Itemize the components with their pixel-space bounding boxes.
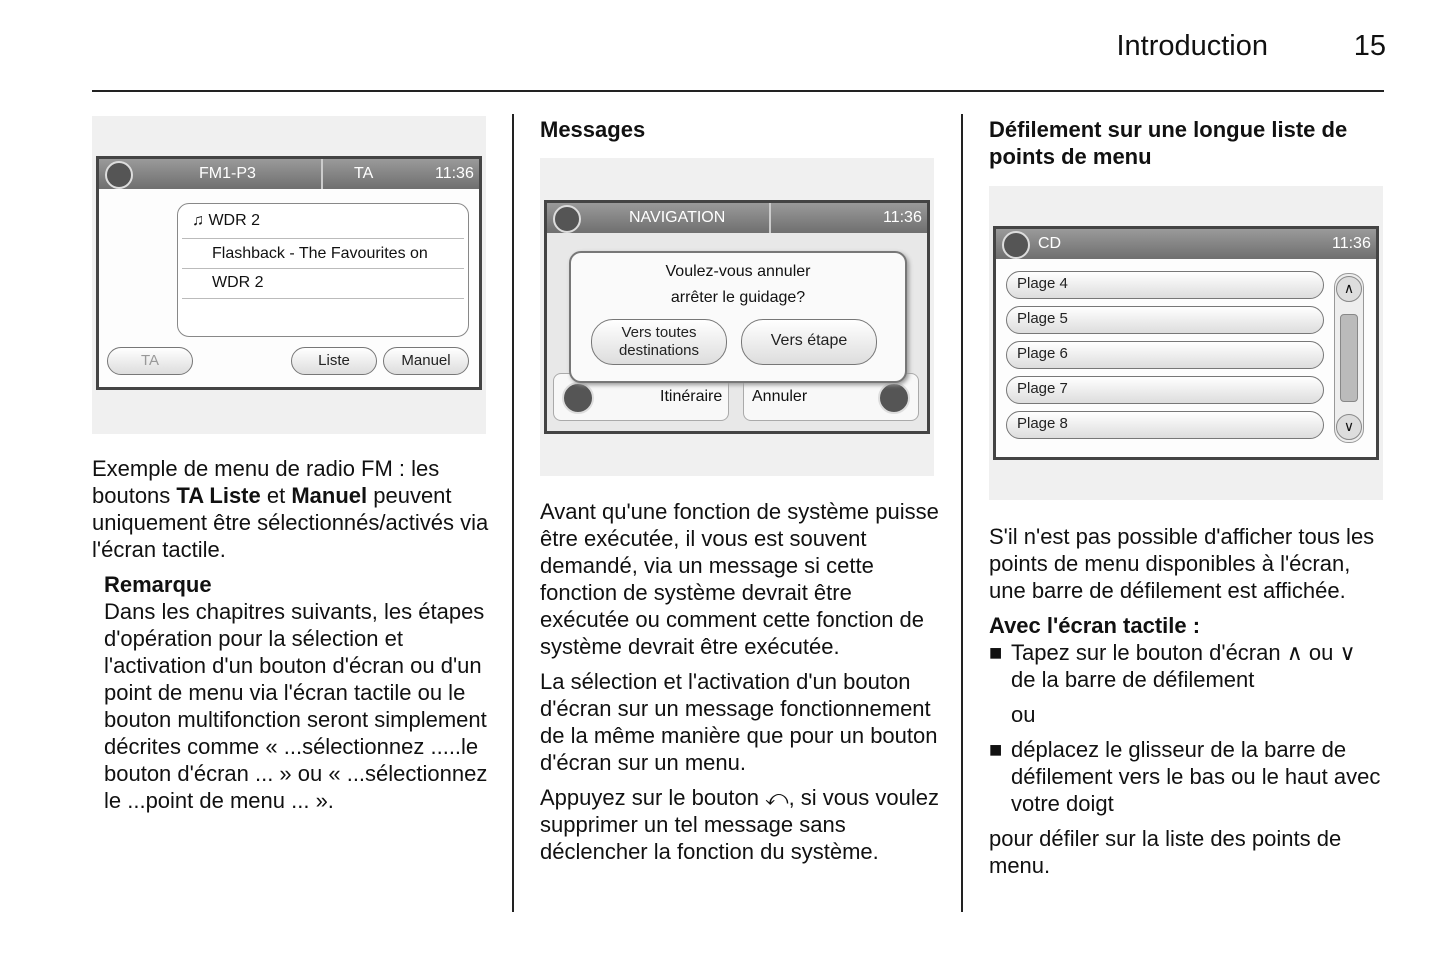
column-3-text xyxy=(989,523,1384,887)
bullet-square-icon: ■ xyxy=(989,640,1003,665)
back-button-icon: ⤺ xyxy=(765,785,789,810)
column-divider-1 xyxy=(512,114,514,912)
column-1-text xyxy=(92,455,492,814)
scroll-para-2: pour défiler sur la liste des points de menu. xyxy=(989,826,1342,878)
cd-icon xyxy=(1002,231,1030,259)
music-note-icon: ♫ xyxy=(192,212,204,229)
scroll-heading: Défilement sur une longue liste de points de menu xyxy=(989,117,1348,169)
cd-screen xyxy=(993,226,1379,460)
back-icon xyxy=(878,382,910,414)
cd-clock: 11:36 xyxy=(1332,235,1371,252)
column-divider-2 xyxy=(961,114,963,912)
nav-clock: 11:36 xyxy=(883,209,922,226)
dialog-line-1: Voulez-vous annuler xyxy=(665,263,811,280)
note-title: Remarque xyxy=(104,572,212,597)
messages-para-2: La sélection et l'activation d'un bouton d'écran sur un message fonctionnement de la même manière que pour un bouton d'écran sur un menu. xyxy=(540,669,938,775)
navigation-figure xyxy=(540,158,934,476)
nav-title: NAVIGATION xyxy=(629,209,726,226)
track-item[interactable]: Plage 6 xyxy=(1006,341,1324,369)
page-header-title: Introduction xyxy=(1116,30,1268,62)
scroll-thumb[interactable] xyxy=(1340,314,1358,402)
touchscreen-subheading: Avec l'écran tactile : xyxy=(989,613,1201,638)
dialog-line-2: arrêter le guidage? xyxy=(670,289,806,306)
radio-line-2: Flashback - The Favourites on xyxy=(212,245,428,262)
radio-screen xyxy=(96,156,482,390)
radio-line-1: ♫ WDR 2 xyxy=(192,212,261,229)
liste-button[interactable]: Liste xyxy=(291,347,377,375)
messages-para-1: Avant qu'une fonction de système puisse être exécutée, il vous est souvent demandé, via un message si cette fonction de système devrait être exécutée ou comment cette fonction de système devrait être exécutée. xyxy=(540,499,939,659)
bullet-item: ■ déplacez le glisseur de la barre de défilement vers le bas ou le haut avec votre doigt xyxy=(989,737,1381,816)
scroll-up-icon[interactable]: ∧ xyxy=(1336,276,1362,302)
navigation-screen xyxy=(544,200,930,434)
radio-text-panel xyxy=(177,203,469,337)
column-2-text xyxy=(540,498,940,873)
ou-text: ou xyxy=(1011,702,1036,727)
scrollbar[interactable] xyxy=(1334,273,1364,443)
annuler-button[interactable]: Annuler xyxy=(743,373,919,421)
cd-title-bar xyxy=(996,229,1376,259)
ta-button[interactable]: TA xyxy=(107,347,193,375)
messages-para-3: Appuyez sur le bouton ⤺, si vous voulez supprimer un tel message sans déclencher la fonction du système. xyxy=(540,785,939,864)
home-icon[interactable] xyxy=(105,161,133,189)
track-item[interactable]: Plage 4 xyxy=(1006,271,1324,299)
messages-heading: Messages xyxy=(540,117,646,142)
next-stop-button[interactable]: Vers étape xyxy=(741,319,877,365)
radio-line-3: WDR 2 xyxy=(212,274,264,291)
radio-title-bar xyxy=(99,159,479,189)
scroll-down-icon[interactable]: ∨ xyxy=(1336,414,1362,440)
track-item[interactable]: Plage 8 xyxy=(1006,411,1324,439)
info-icon[interactable] xyxy=(553,205,581,233)
nav-title-bar xyxy=(547,203,927,233)
station-tab[interactable]: FM1-P3 xyxy=(199,165,256,182)
bullet-square-icon: ■ xyxy=(989,737,1003,762)
itineraire-button[interactable]: Itinéraire xyxy=(553,373,729,421)
track-item[interactable]: Plage 7 xyxy=(1006,376,1324,404)
radio-figure xyxy=(92,116,486,434)
clock: 11:36 xyxy=(435,165,474,182)
bullet-item: ■ Tapez sur le bouton d'écran ∧ ou ∨ de la barre de défilement xyxy=(989,640,1356,692)
confirm-dialog xyxy=(569,251,907,383)
track-item[interactable]: Plage 5 xyxy=(1006,306,1324,334)
header-rule xyxy=(92,90,1384,92)
cd-figure xyxy=(989,186,1383,500)
manuel-button[interactable]: Manuel xyxy=(383,347,469,375)
scroll-para-1: S'il n'est pas possible d'afficher tous les points de menu disponibles à l'écran, une barre de défilement est affichée. xyxy=(989,524,1375,603)
ta-tab[interactable]: TA xyxy=(354,165,374,182)
page-number: 15 xyxy=(1353,30,1386,62)
note-body: Dans les chapitres suivants, les étapes d'opération pour la sélection et l'activation d'un bouton d'écran ou d'un point de menu via l'écran tactile ou le bouton multifonction seront simplement décrites comme « ...sélectionnez .....le bouton d'écran ... » ou « ...sélectionnez le ...point de menu ... ». xyxy=(104,599,488,813)
note-block xyxy=(104,571,492,814)
route-icon xyxy=(562,382,594,414)
cd-title: CD xyxy=(1038,235,1062,252)
all-destinations-button[interactable]: Vers toutes destinations xyxy=(591,319,727,365)
radio-caption: Exemple de menu de radio FM : les boutons TA Liste et Manuel peuvent uniquement être sélectionnés/activés via l'écran tactile. xyxy=(92,456,489,562)
